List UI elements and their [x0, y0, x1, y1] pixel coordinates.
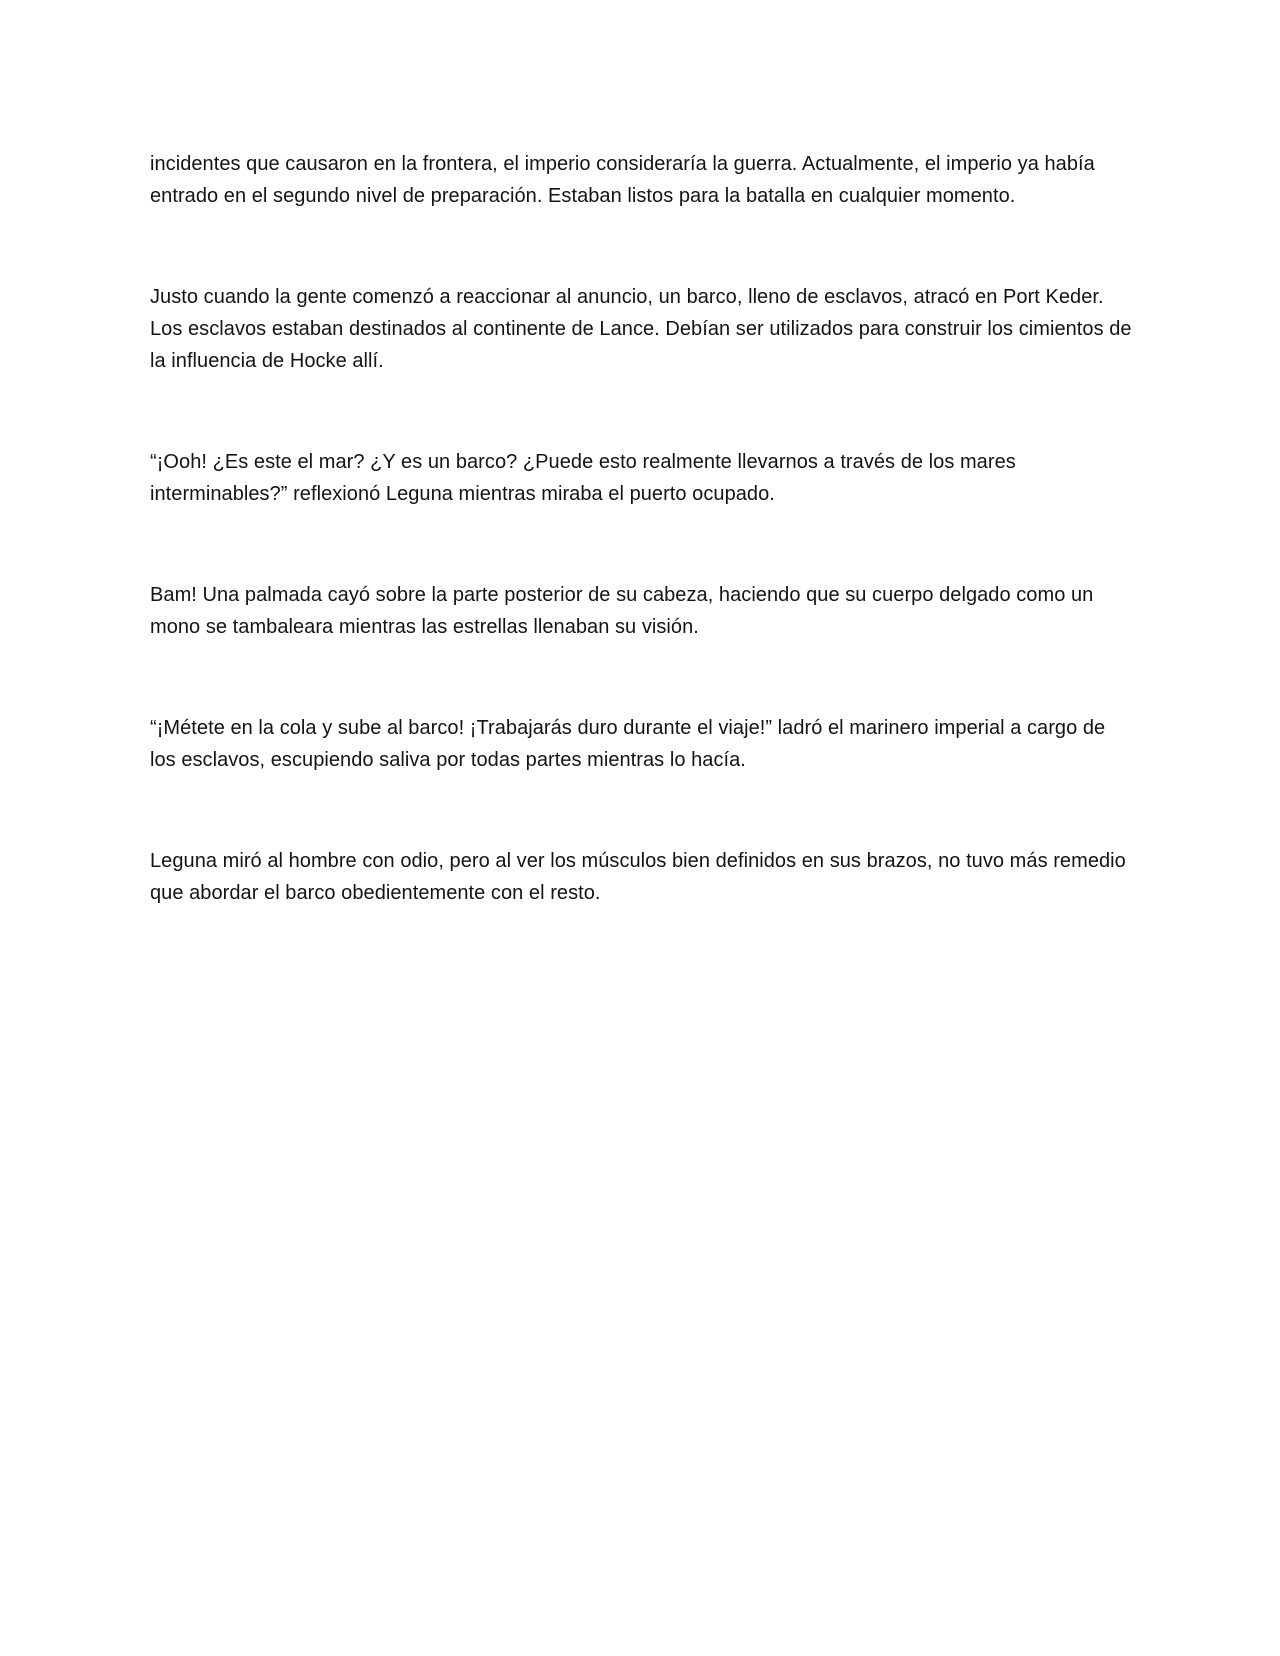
paragraph: “¡Métete en la cola y sube al barco! ¡Trabajarás duro durante el viaje!” ladró el marinero imperial a cargo de los esclavos, escupiendo saliva por todas partes mientras lo hacía. — [150, 717, 1106, 771]
paragraph: Justo cuando la gente comenzó a reaccionar al anuncio, un barco, lleno de esclavos, atracó en Port Keder. Los esclavos estaban destinados al continente de Lance. Debían ser utilizados para construir los cimientos de la influencia de Hocke allí. — [150, 286, 1132, 372]
paragraph: Leguna miró al hombre con odio, pero al ver los músculos bien definidos en sus brazos, no tuvo más remedio que abordar el barco obedientemente con el resto. — [150, 850, 1126, 904]
document-body — [150, 148, 1135, 909]
paragraph: “¡Ooh! ¿Es este el mar? ¿Y es un barco? ¿Puede esto realmente llevarnos a través de los mares interminables?” reflexionó Leguna mientras miraba el puerto ocupado. — [150, 451, 1016, 505]
paragraph: incidentes que causaron en la frontera, el imperio consideraría la guerra. Actualmente, el imperio ya había entrado en el segundo nivel de preparación. Estaban listos para la batalla en cualquier momento. — [150, 153, 1095, 207]
paragraph: Bam! Una palmada cayó sobre la parte posterior de su cabeza, haciendo que su cuerpo delgado como un mono se tambaleara mientras las estrellas llenaban su visión. — [150, 584, 1094, 638]
